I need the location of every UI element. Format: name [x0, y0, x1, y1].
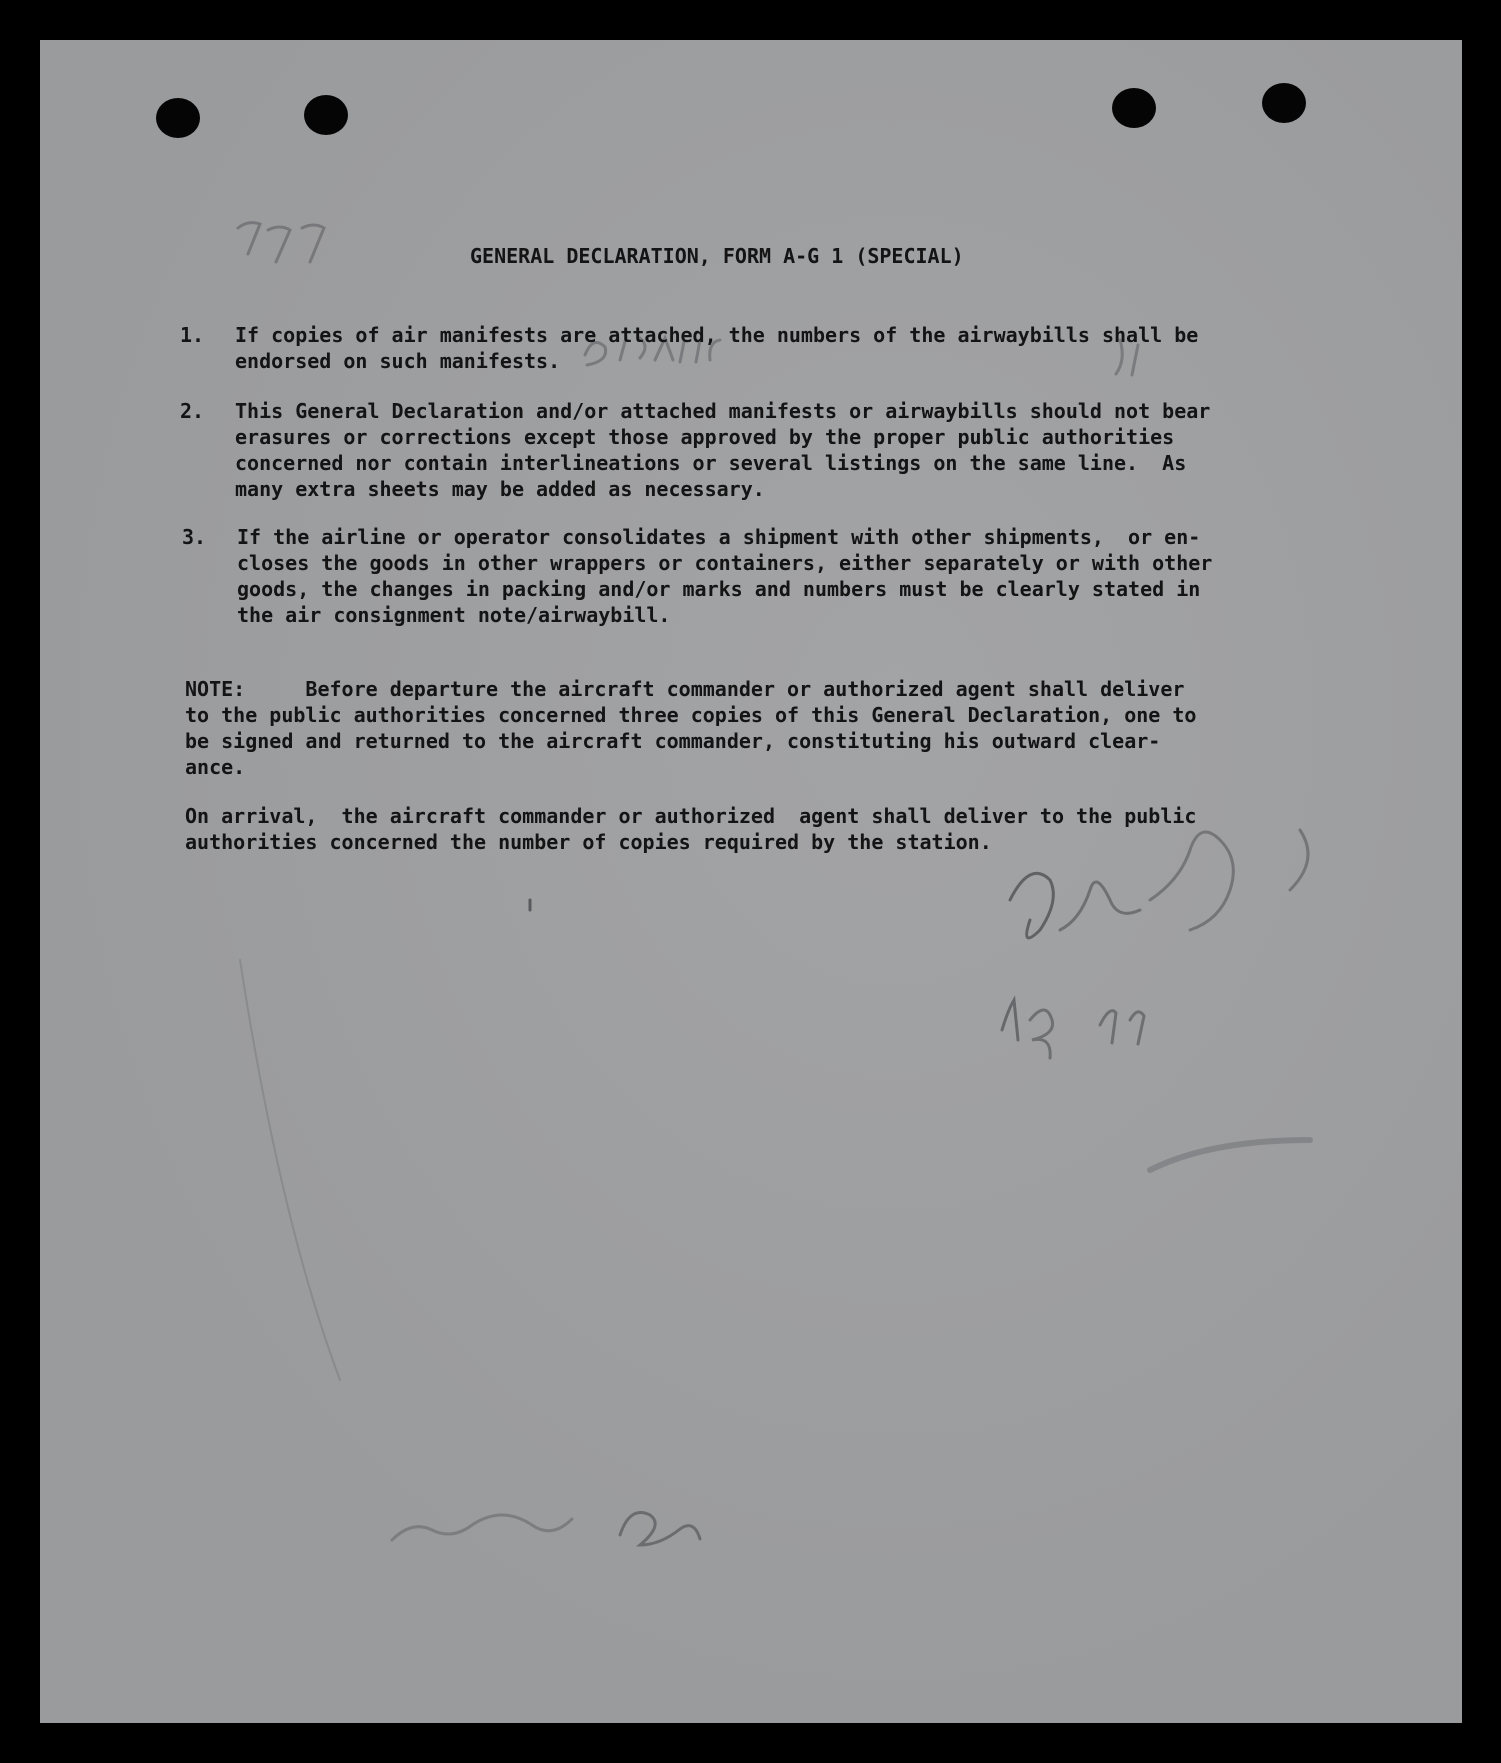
note-line: to the public authorities concerned three copies of this General Declaration, one to: [185, 703, 1197, 727]
arrival-line: On arrival, the aircraft commander or authorized agent shall deliver to the public: [185, 804, 1197, 828]
item-number: 3.: [182, 525, 207, 549]
item-number: 1.: [180, 323, 205, 347]
note-line: NOTE: Before departure the aircraft commander or authorized agent shall deliver: [185, 677, 1185, 701]
item-line: This General Declaration and/or attached manifests or airwaybills should not bear: [235, 399, 1211, 423]
item-line: many extra sheets may be added as necessary.: [235, 477, 765, 501]
item-line: If the airline or operator consolidates a shipment with other shipments, or en-: [237, 525, 1201, 549]
item-number: 2.: [180, 399, 205, 423]
item-line: closes the goods in other wrappers or containers, either separately or with other: [237, 551, 1213, 575]
item-line: erasures or corrections except those approved by the proper public authorities: [235, 425, 1175, 449]
note-line: ance.: [185, 755, 246, 779]
note-line: be signed and returned to the aircraft commander, constituting his outward clear-: [185, 729, 1161, 753]
item-line: concerned nor contain interlineations or several listings on the same line. As: [235, 451, 1187, 475]
item-line: goods, the changes in packing and/or marks and numbers must be clearly stated in: [237, 577, 1201, 601]
item-line: If copies of air manifests are attached, the numbers of the airwaybills shall be: [235, 323, 1199, 347]
arrival-line: authorities concerned the number of copies required by the station.: [185, 830, 992, 854]
form-title: GENERAL DECLARATION, FORM A-G 1 (SPECIAL): [470, 244, 964, 268]
item-line: endorsed on such manifests.: [235, 349, 561, 373]
item-line: the air consignment note/airwaybill.: [237, 603, 671, 627]
